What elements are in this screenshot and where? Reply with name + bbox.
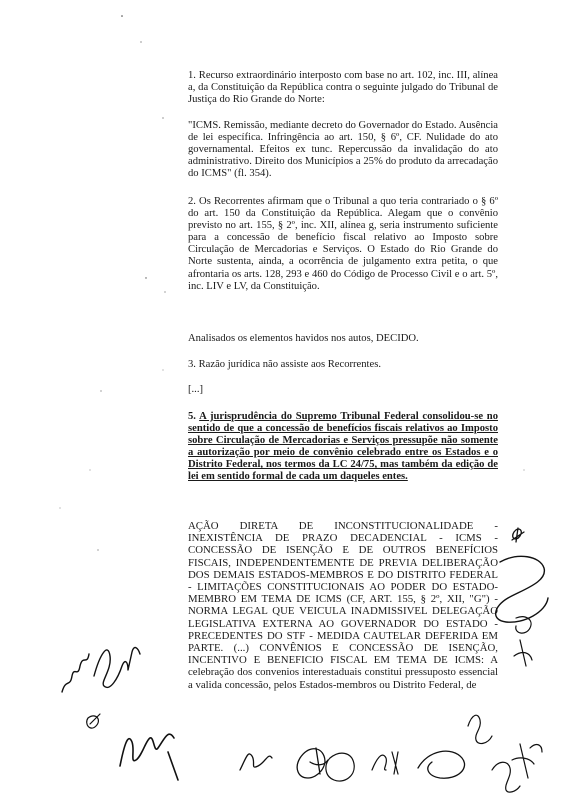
initial-mark-bottom-7 xyxy=(468,715,492,743)
initial-mark-bottom-8 xyxy=(492,762,520,792)
initial-mark-bottom-6 xyxy=(418,751,465,778)
quoted-ementa-text: "ICMS. Remissão, mediante decreto do Governador do Estado. Ausência de lei específica. Infringência ao art. 150, § 6º, CF. Nulidade do ato governamental. Efeitos ex tunc. Repercussão da invalidação do ato administrativo. Direito dos Municípios a 25% do produto da arrecadação do ICMS" (fl. 354). xyxy=(188,120,499,180)
initial-mark-right-3 xyxy=(516,617,531,633)
initial-mark-left-3 xyxy=(87,714,100,728)
paragraph-3-text: 3. Razão jurídica não assiste aos Recorrentes. xyxy=(188,359,381,370)
precedent-ementa-caps: AÇÃO DIRETA DE INCONSTITUCIONALIDADE - INEXISTÊNCIA DE PRAZO DECADENCIAL - ICMS - CONCESSÃO DE ISENÇÃO E DE OUTROS BENEFÍCIOS FISCAIS, INDEPENDENTEMENTE DE PREVIA DELIBERAÇÃO DOS DEMAIS ESTADOS-MEMBROS E DO DISTRITO FEDERAL - LIMITAÇÕES CONSTITUCIONAIS AO PODER DO ESTADO-MEMBRO EM TEMA DE ICMS (CF, ART. 155, § 2º, XII, "G") - NORMA LEGAL QUE VEICULA INADMISSIVEL DELEGAÇÃO LEGISLATIVA EXTERNA AO GOVERNADOR DO ESTADO - PRECEDENTES DO STF - MEDIDA CAUTELAR DEFERIDA EM PARTE. (...) CONVÊNIOS E CONCESSÃO DE ISENÇÃO, INCENTIVO E BENEFICIO FISCAL EM TEMA DE ICMS: xyxy=(188,520,498,667)
initial-mark-bottom-9 xyxy=(512,744,542,778)
precedent-ementa-tail: A celebração dos convenios interestaduais constitui pressuposto essencial a valida concessão, pelos Estados-membros ou Distrito Federal, de xyxy=(188,654,498,691)
initial-mark-bottom-2 xyxy=(240,754,272,770)
ellipsis-marker-text: [...] xyxy=(188,384,204,395)
initial-mark-left-2 xyxy=(94,648,140,688)
initial-mark-bottom-1 xyxy=(120,734,178,780)
initial-mark-left-1 xyxy=(62,654,89,692)
initial-mark-bottom-5 xyxy=(372,752,398,774)
paragraph-2-text: 2. Os Recorrentes afirmam que o Tribunal a quo teria contrariado o § 6º do art. 150 da Constituição da República. Alegam que o convênio previsto no art. 155, § 2º, inc. XII, alínea g, seria instrumento suficiente para a concessão de benefício fiscal relativo ao Imposto sobre Circulação de Mercadorias e Serviços. O Estado do Rio Grande do Norte sustenta, ainda, a ocorrência de julgamento extra petita, o que afrontaria os arts. 128, 293 e 460 do Código de Processo Civil e o art. 5º, inc. LIV e LV, da Constituição. xyxy=(188,196,498,292)
initial-mark-bottom-4 xyxy=(326,753,354,781)
initial-mark-bottom-3 xyxy=(297,748,328,778)
initial-mark-right-4 xyxy=(514,640,532,666)
paragraph-1-text: 1. Recurso extraordinário interposto com base no art. 102, inc. III, alínea a, da Constituição da República contra o seguinte julgado do Tribunal de Justiça do Rio Grande do Norte: xyxy=(188,70,498,106)
paragraph-5-underlined-text: A jurisprudência do Supremo Tribunal Federal consolidou-se no sentido de que a concessão de benefícios fiscais relativos ao Imposto sobre Circulação de Mercadorias e Serviços pressupõe não somente a autorização por meio de convênio celebrado entre os Estados e o Distrito Federal, nos termos da LC 24/75, mas também da edição de lei em sentido formal de cada um daqueles entes. xyxy=(188,411,498,483)
initial-mark-right-2 xyxy=(496,556,548,622)
initial-mark-right-1 xyxy=(512,528,524,542)
paragraph-decido-text: Analisados os elementos havidos nos autos, DECIDO. xyxy=(188,333,419,344)
paragraph-5-number: 5. xyxy=(188,411,196,422)
